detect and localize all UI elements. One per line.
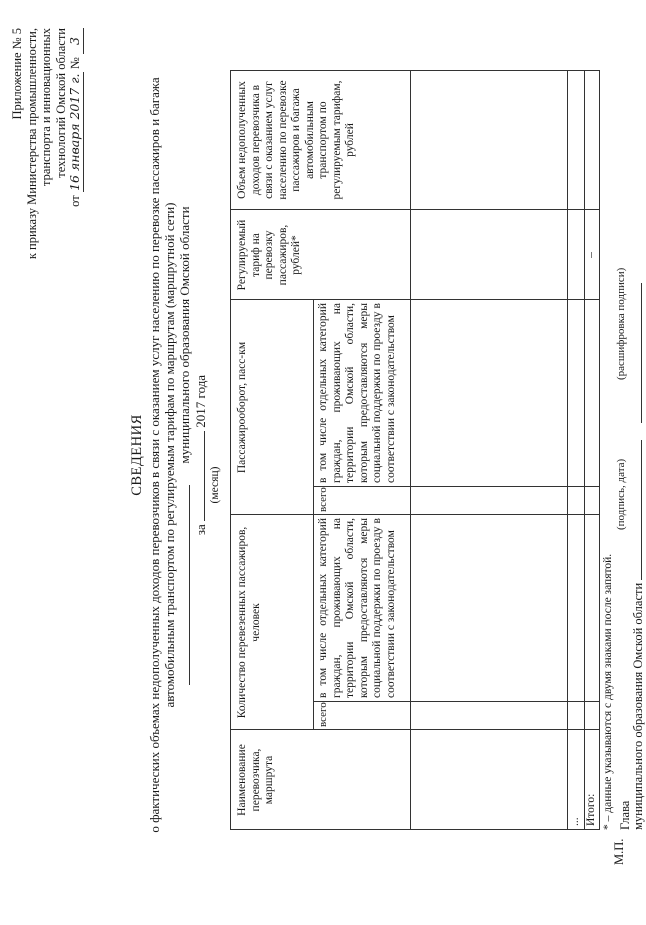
sign-caption: (подпись, дата) (615, 458, 627, 530)
header-passengers: Количество перевезенных пассажиров, человек (236, 526, 262, 719)
period-caption: (месяц) (209, 466, 221, 504)
head-title-text: муниципального образования Омской области (631, 582, 645, 830)
head-title-line1: Глава (618, 800, 632, 830)
date-prefix: от (68, 195, 82, 207)
total-label: Итого: (585, 793, 597, 826)
header-carrier: Наименование перевозчика, маршрута (236, 744, 275, 816)
municipality-label: муниципального образования Омской области (177, 206, 192, 464)
appendix-ministry-line: транспорта и инновационных (39, 28, 53, 187)
handwritten-number: 3 (68, 28, 84, 54)
row-carrier-cell: ... (569, 817, 581, 826)
footnote: * – данные указываются с двумя знаками после запятой. (602, 553, 614, 830)
subheader-passengers-incl: в том числе отдельных категорий граждан, проживающих на территории Омской области, которым предоставляются меры социальной поддержки по проезду в соответствии с законодательством (317, 518, 397, 698)
number-prefix: № (68, 57, 82, 70)
title-line: автомобильным транспортом по регулируемым тарифам по маршрутам (маршрутной сети) (162, 202, 177, 708)
appendix-order-ref: к приказу Министерства промышленности, (24, 28, 39, 260)
header-turnover: Пассажирооборот, пасс-км (236, 341, 248, 474)
decode-caption: (расшифровка подписи) (615, 267, 627, 380)
appendix-number: Приложение № 5 (10, 28, 24, 120)
subheader-turnover-total: всего (317, 487, 329, 512)
subheader-turnover-incl: в том числе отдельных категорий граждан, проживающих на территории Омской области, которым предоставляются меры социальной поддержки по проезду в соответствии с законодательством (317, 303, 397, 483)
period-prefix: за (193, 524, 208, 536)
subheader-passengers-total: всего (317, 702, 329, 727)
period-suffix: 2017 года (193, 374, 208, 428)
document-heading: СВЕДЕНИЯ (129, 414, 145, 496)
appendix-ministry-line: технологий Омской области (53, 28, 68, 178)
handwritten-date: 16 января 2017 г. (67, 73, 82, 191)
total-tariff: – (585, 252, 597, 258)
stamp-label: М.П. (612, 838, 626, 865)
header-tariff: Регулируемый тариф на перевозку пассажиров, рублей* (236, 219, 302, 291)
title-line: о фактических объемах недополученных доходов перевозчиков в связи с оказанием услуг населению по перевозке пассажиров и багажа (147, 77, 162, 833)
header-lost-income: Объем недополученных доходов перевозчика в связи с оказанием услуг населению по перевозке пассажиров и багажа автомобильным транспортом по регулируемым тарифам, рублей (236, 80, 356, 200)
